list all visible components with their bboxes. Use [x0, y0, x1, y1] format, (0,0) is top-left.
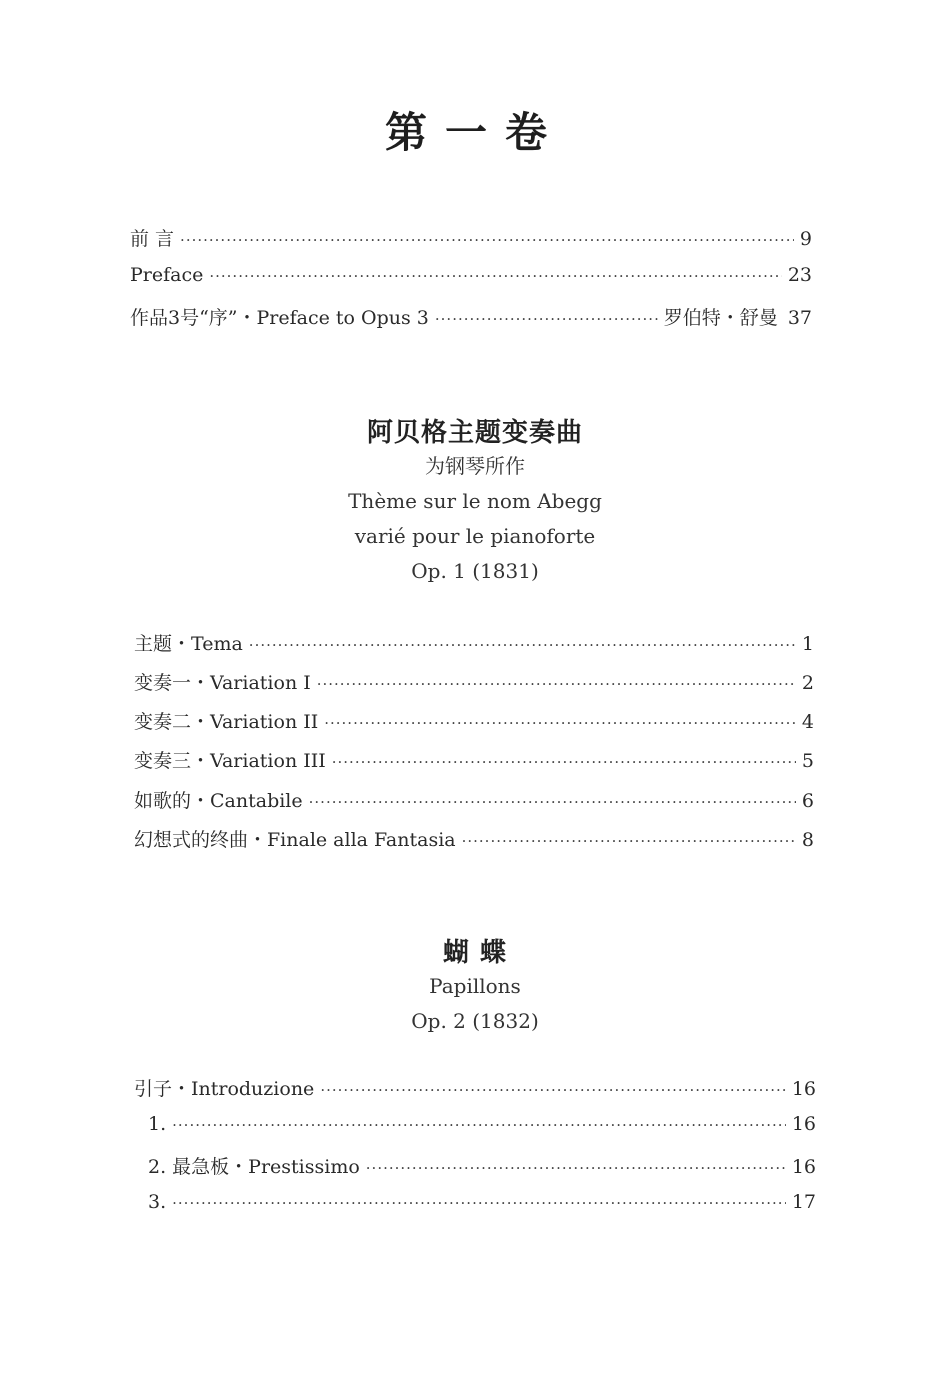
dot-leader	[366, 1159, 786, 1177]
toc-entry-finale[interactable]	[134, 825, 814, 852]
op1-opus: Op. 1 (1831)	[411, 559, 539, 583]
toc-entry-label: 主题・Tema	[134, 633, 243, 655]
dot-leader	[309, 793, 796, 811]
toc-entry-label: 1.	[148, 1113, 167, 1135]
toc-entry-preface-opus3[interactable]	[130, 303, 812, 330]
op2-zh-title: 蝴 蝶	[442, 938, 508, 968]
toc-entry-variation-1[interactable]	[134, 668, 814, 695]
toc-entry-prestissimo[interactable]	[148, 1152, 816, 1179]
op1-heading	[0, 412, 950, 589]
dot-leader	[332, 753, 796, 771]
dot-leader	[320, 1081, 786, 1099]
toc-entry-label: 变奏二・Variation II	[134, 711, 319, 733]
dot-leader	[324, 714, 796, 732]
toc-entry-label: 变奏一・Variation I	[134, 672, 311, 694]
toc-entry-tema[interactable]	[134, 629, 814, 656]
toc-page-number: 16	[791, 1113, 816, 1135]
toc-entry-label: 变奏三・Variation III	[134, 750, 326, 772]
dot-leader	[172, 1116, 786, 1134]
toc-entry-no-1[interactable]	[148, 1113, 816, 1135]
toc-entry-label: 3.	[148, 1191, 167, 1213]
toc-entry-label: 引子・Introduzione	[134, 1078, 315, 1100]
toc-page-number: 2	[801, 672, 814, 694]
toc-entry-variation-3[interactable]	[134, 746, 814, 773]
dot-leader	[462, 832, 796, 850]
dot-leader	[180, 231, 794, 249]
toc-entry-preface-zh[interactable]	[130, 224, 812, 251]
toc-entry-label: 幻想式的终曲・Finale alla Fantasia	[134, 829, 456, 851]
dot-leader	[209, 267, 781, 285]
toc-entry-label: 作品3号“序”・Preface to Opus 3	[130, 307, 429, 329]
op2-fr-title: Papillons	[429, 974, 521, 998]
toc-page-number: 16	[791, 1078, 816, 1100]
toc-page-number: 9	[799, 228, 812, 250]
toc-page-number: 1	[801, 633, 814, 655]
op1-fr-title-2: varié pour le pianoforte	[354, 524, 596, 548]
toc-page-number: 16	[791, 1156, 816, 1178]
toc-entry-label: 2. 最急板・Prestissimo	[148, 1156, 360, 1178]
volume-title: 第一卷	[384, 108, 565, 157]
toc-page-number: 8	[801, 829, 814, 851]
toc-page-number: 4	[801, 711, 814, 733]
toc-page-number: 17	[791, 1191, 816, 1213]
toc-entry-label: Preface	[130, 264, 204, 286]
toc-entry-label: 如歌的・Cantabile	[134, 790, 303, 812]
toc-entry-no-3[interactable]	[148, 1191, 816, 1213]
toc-page-number: 5	[801, 750, 814, 772]
toc-entry-author: 罗伯特・舒曼	[663, 307, 778, 329]
dot-leader	[435, 310, 658, 328]
dot-leader	[317, 675, 796, 693]
toc-page-number: 6	[801, 790, 814, 812]
toc-page-number: 23	[787, 264, 812, 286]
toc-page-number: 37	[787, 307, 812, 329]
op1-fr-title-1: Thème sur le nom Abegg	[348, 489, 602, 513]
toc-entry-introduzione[interactable]	[134, 1074, 816, 1101]
op1-zh-title: 阿贝格主题变奏曲	[366, 418, 583, 448]
op1-zh-subtitle: 为钢琴所作	[425, 454, 525, 478]
toc-entry-cantabile[interactable]	[134, 786, 814, 813]
toc-entry-preface-en[interactable]	[130, 264, 812, 286]
dot-leader	[249, 636, 796, 654]
dot-leader	[172, 1194, 786, 1212]
toc-entry-variation-2[interactable]	[134, 707, 814, 734]
op2-heading	[0, 932, 950, 1039]
toc-entry-label: 前 言	[130, 228, 175, 250]
op2-opus: Op. 2 (1832)	[411, 1009, 539, 1033]
